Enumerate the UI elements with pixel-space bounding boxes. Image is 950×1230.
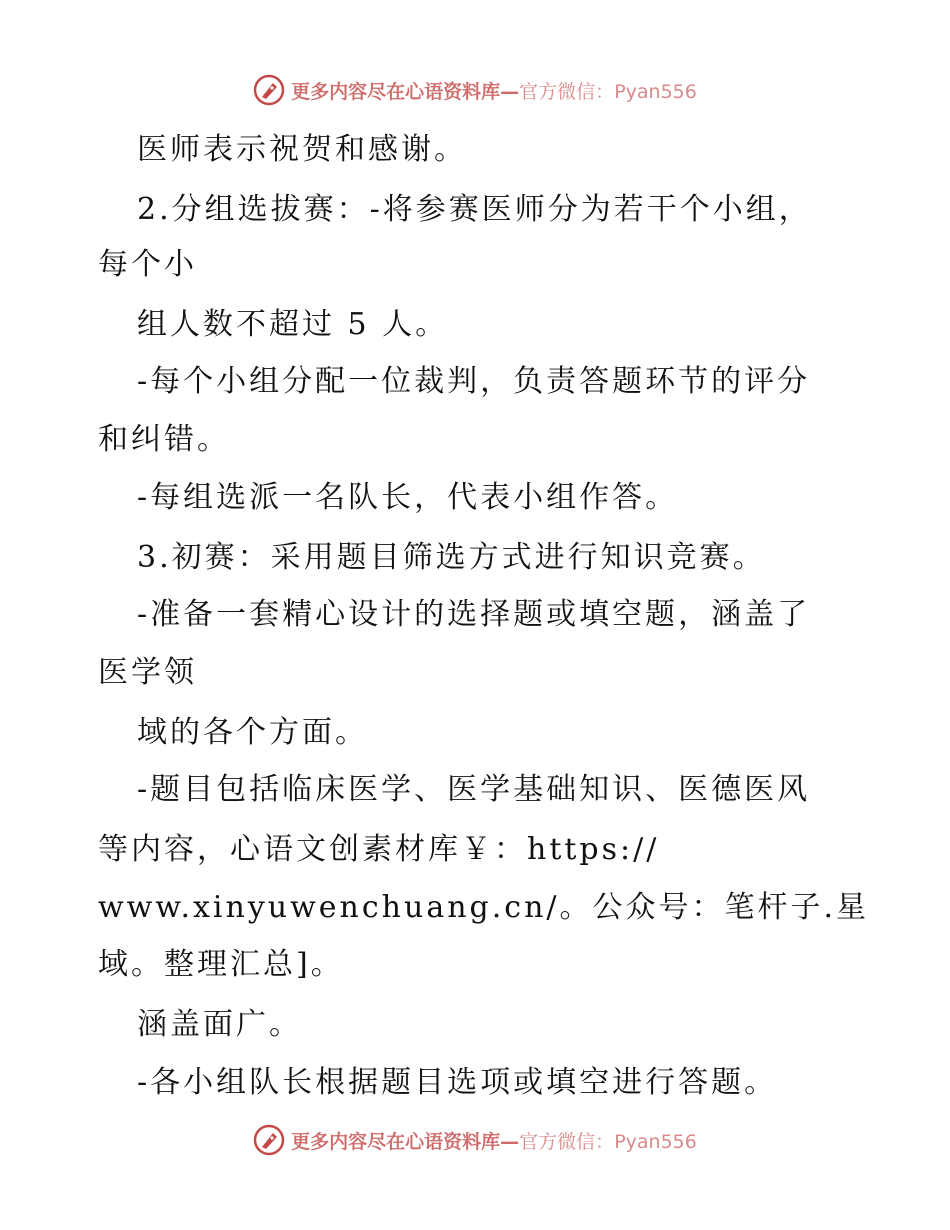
header-watermark <box>0 70 950 110</box>
watermark-wechat-id: Pyan556 <box>614 1130 697 1153</box>
body-line: 域。整理汇总]。 <box>98 947 344 982</box>
watermark-text <box>291 1127 697 1154</box>
watermark-wechat-id: Pyan556 <box>614 80 697 103</box>
body-line: 组人数不超过 5 人。 <box>137 307 449 342</box>
pen-nib-logo-icon <box>253 74 285 106</box>
body-line: 医学领 <box>98 655 197 690</box>
watermark-wechat-label: 官方微信： <box>519 80 615 103</box>
body-line: 3.初赛：采用题目筛选方式进行知识竞赛。 <box>137 540 766 575</box>
body-line: 涵盖面广。 <box>137 1007 302 1042</box>
body-line: -各小组队长根据题目选项或填空进行答题。 <box>137 1065 778 1100</box>
body-line: www.xinyuwenchuang.cn/。公众号：笔杆子.星 <box>98 890 870 925</box>
watermark-brand: 更多内容尽在心语资料库 <box>291 1130 501 1153</box>
watermark-text <box>291 77 697 104</box>
body-line: 和纠错。 <box>98 422 230 457</box>
body-line: -题目包括临床医学、医学基础知识、医德医风 <box>137 772 811 807</box>
watermark-separator: — <box>500 1130 520 1153</box>
watermark-separator: — <box>500 80 520 103</box>
body-line: 2.分组选拔赛：-将参赛医师分为若干个小组， <box>137 192 812 227</box>
body-line: 每个小 <box>98 247 197 282</box>
watermark-wechat-label: 官方微信： <box>519 1130 615 1153</box>
watermark-brand: 更多内容尽在心语资料库 <box>291 80 501 103</box>
body-line: -每个小组分配一位裁判，负责答题环节的评分 <box>137 364 811 399</box>
footer-watermark <box>0 1120 950 1160</box>
body-line: -每组选派一名队长，代表小组作答。 <box>137 480 679 515</box>
pen-nib-logo-icon <box>253 1124 285 1156</box>
body-line: 等内容，心语文创素材库￥：https:// <box>98 832 660 867</box>
body-line: -准备一套精心设计的选择题或填空题，涵盖了 <box>137 597 811 632</box>
body-line: 医师表示祝贺和感谢。 <box>137 132 467 167</box>
body-line: 域的各个方面。 <box>137 715 368 750</box>
